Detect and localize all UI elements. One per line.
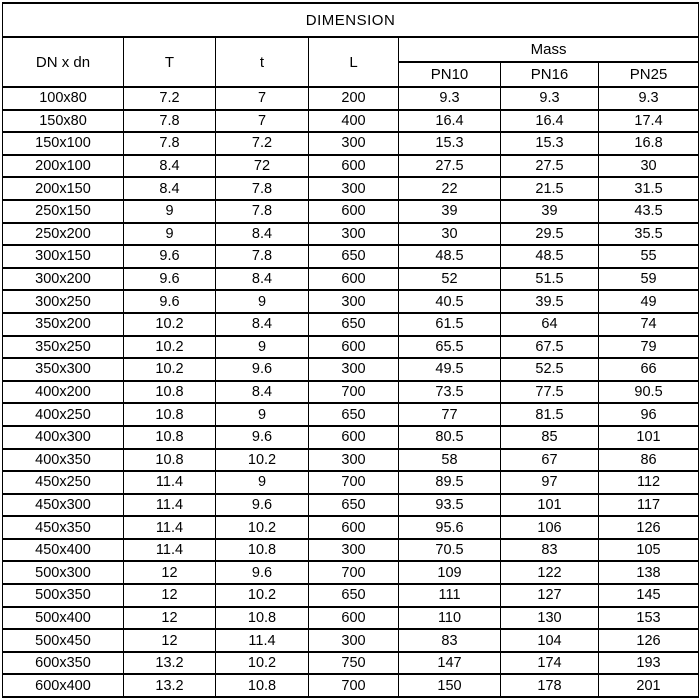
cell-t-upper: 12 — [124, 629, 216, 652]
cell-t-upper: 9.6 — [124, 268, 216, 291]
cell-dnxdn: 350x200 — [3, 313, 124, 336]
cell-pn16: 174 — [501, 652, 599, 675]
cell-pn16: 27.5 — [501, 155, 599, 178]
cell-t-upper: 12 — [124, 561, 216, 584]
cell-t-upper: 10.2 — [124, 313, 216, 336]
table-row — [3, 177, 699, 200]
cell-pn25: 138 — [599, 561, 699, 584]
cell-pn16: 130 — [501, 607, 599, 630]
cell-t-lower: 7 — [216, 87, 309, 110]
cell-pn25: 74 — [599, 313, 699, 336]
cell-t-upper: 12 — [124, 584, 216, 607]
table-row — [3, 471, 699, 494]
cell-l: 650 — [309, 584, 399, 607]
table-row — [3, 403, 699, 426]
cell-l: 300 — [309, 449, 399, 472]
cell-l: 600 — [309, 336, 399, 359]
cell-pn25: 117 — [599, 494, 699, 517]
cell-l: 300 — [309, 539, 399, 562]
cell-pn16: 16.4 — [501, 110, 599, 133]
cell-t-lower: 7.8 — [216, 177, 309, 200]
cell-pn16: 122 — [501, 561, 599, 584]
cell-l: 650 — [309, 313, 399, 336]
cell-t-lower: 10.8 — [216, 674, 309, 697]
cell-t-upper: 13.2 — [124, 674, 216, 697]
cell-t-lower: 8.4 — [216, 313, 309, 336]
cell-l: 600 — [309, 426, 399, 449]
table-row — [3, 358, 699, 381]
cell-t-upper: 11.4 — [124, 494, 216, 517]
cell-pn16: 39.5 — [501, 290, 599, 313]
table-row — [3, 516, 699, 539]
cell-pn25: 49 — [599, 290, 699, 313]
table-row — [3, 110, 699, 133]
cell-t-lower: 7.8 — [216, 200, 309, 223]
cell-dnxdn: 450x300 — [3, 494, 124, 517]
cell-pn25: 16.8 — [599, 132, 699, 155]
table-title: DIMENSION — [3, 3, 699, 37]
column-header-L: L — [309, 37, 399, 87]
cell-l: 200 — [309, 87, 399, 110]
table-head — [3, 3, 699, 87]
cell-t-upper: 10.8 — [124, 381, 216, 404]
column-header-dnxdn: DN x dn — [3, 37, 124, 87]
cell-pn25: 9.3 — [599, 87, 699, 110]
cell-t-upper: 10.2 — [124, 336, 216, 359]
cell-pn25: 126 — [599, 629, 699, 652]
cell-t-lower: 10.2 — [216, 516, 309, 539]
cell-t-lower: 8.4 — [216, 223, 309, 246]
cell-pn16: 29.5 — [501, 223, 599, 246]
column-header-pn25: PN25 — [599, 62, 699, 87]
cell-t-lower: 8.4 — [216, 268, 309, 291]
cell-t-upper: 11.4 — [124, 539, 216, 562]
cell-pn25: 35.5 — [599, 223, 699, 246]
cell-pn10: 49.5 — [399, 358, 501, 381]
cell-dnxdn: 400x250 — [3, 403, 124, 426]
cell-pn16: 67.5 — [501, 336, 599, 359]
cell-pn16: 52.5 — [501, 358, 599, 381]
cell-pn16: 21.5 — [501, 177, 599, 200]
cell-t-upper: 10.8 — [124, 426, 216, 449]
cell-pn25: 31.5 — [599, 177, 699, 200]
cell-t-lower: 10.8 — [216, 607, 309, 630]
cell-dnxdn: 300x150 — [3, 245, 124, 268]
cell-t-lower: 9 — [216, 403, 309, 426]
cell-t-upper: 10.2 — [124, 358, 216, 381]
cell-l: 700 — [309, 381, 399, 404]
table-row — [3, 584, 699, 607]
cell-t-upper: 10.8 — [124, 403, 216, 426]
cell-dnxdn: 400x300 — [3, 426, 124, 449]
table-row — [3, 629, 699, 652]
cell-pn16: 77.5 — [501, 381, 599, 404]
cell-pn25: 201 — [599, 674, 699, 697]
cell-pn10: 30 — [399, 223, 501, 246]
cell-pn16: 51.5 — [501, 268, 599, 291]
cell-dnxdn: 150x80 — [3, 110, 124, 133]
cell-dnxdn: 350x250 — [3, 336, 124, 359]
cell-pn25: 79 — [599, 336, 699, 359]
cell-t-lower: 7 — [216, 110, 309, 133]
cell-dnxdn: 450x250 — [3, 471, 124, 494]
cell-t-lower: 10.8 — [216, 539, 309, 562]
cell-l: 400 — [309, 110, 399, 133]
cell-t-lower: 9.6 — [216, 358, 309, 381]
cell-pn25: 153 — [599, 607, 699, 630]
cell-l: 600 — [309, 155, 399, 178]
cell-dnxdn: 500x350 — [3, 584, 124, 607]
cell-t-upper: 10.8 — [124, 449, 216, 472]
cell-pn16: 101 — [501, 494, 599, 517]
cell-pn16: 83 — [501, 539, 599, 562]
cell-pn10: 111 — [399, 584, 501, 607]
cell-pn16: 15.3 — [501, 132, 599, 155]
cell-pn16: 9.3 — [501, 87, 599, 110]
cell-pn10: 70.5 — [399, 539, 501, 562]
table-row — [3, 290, 699, 313]
column-header-pn16: PN16 — [501, 62, 599, 87]
cell-l: 300 — [309, 177, 399, 200]
cell-pn16: 85 — [501, 426, 599, 449]
cell-l: 700 — [309, 471, 399, 494]
cell-l: 700 — [309, 674, 399, 697]
cell-t-upper: 7.8 — [124, 132, 216, 155]
table-row — [3, 449, 699, 472]
cell-pn10: 77 — [399, 403, 501, 426]
cell-pn25: 105 — [599, 539, 699, 562]
table-row — [3, 155, 699, 178]
cell-pn10: 15.3 — [399, 132, 501, 155]
cell-t-lower: 7.2 — [216, 132, 309, 155]
cell-pn10: 80.5 — [399, 426, 501, 449]
cell-t-upper: 7.8 — [124, 110, 216, 133]
cell-t-upper: 12 — [124, 607, 216, 630]
cell-pn16: 67 — [501, 449, 599, 472]
cell-pn10: 147 — [399, 652, 501, 675]
table-row — [3, 426, 699, 449]
cell-l: 650 — [309, 403, 399, 426]
cell-t-lower: 10.2 — [216, 652, 309, 675]
table-row — [3, 336, 699, 359]
cell-dnxdn: 450x400 — [3, 539, 124, 562]
cell-t-lower: 7.8 — [216, 245, 309, 268]
cell-pn10: 150 — [399, 674, 501, 697]
cell-l: 600 — [309, 516, 399, 539]
cell-pn25: 30 — [599, 155, 699, 178]
cell-t-lower: 9 — [216, 336, 309, 359]
table-row — [3, 132, 699, 155]
table-row — [3, 674, 699, 697]
cell-l: 300 — [309, 223, 399, 246]
table-row — [3, 223, 699, 246]
cell-t-upper: 8.4 — [124, 177, 216, 200]
table-body — [3, 87, 699, 697]
cell-l: 300 — [309, 358, 399, 381]
cell-pn25: 90.5 — [599, 381, 699, 404]
table-row — [3, 87, 699, 110]
cell-pn10: 58 — [399, 449, 501, 472]
table-row — [3, 494, 699, 517]
cell-dnxdn: 400x350 — [3, 449, 124, 472]
cell-pn10: 83 — [399, 629, 501, 652]
cell-pn25: 193 — [599, 652, 699, 675]
cell-l: 750 — [309, 652, 399, 675]
cell-pn10: 16.4 — [399, 110, 501, 133]
cell-pn16: 104 — [501, 629, 599, 652]
cell-t-upper: 11.4 — [124, 516, 216, 539]
cell-l: 300 — [309, 290, 399, 313]
header-row-top — [3, 37, 699, 62]
cell-pn10: 61.5 — [399, 313, 501, 336]
cell-t-upper: 9.6 — [124, 245, 216, 268]
cell-l: 300 — [309, 132, 399, 155]
cell-t-lower: 9.6 — [216, 494, 309, 517]
table-row — [3, 268, 699, 291]
cell-pn10: 52 — [399, 268, 501, 291]
cell-pn16: 106 — [501, 516, 599, 539]
cell-t-upper: 13.2 — [124, 652, 216, 675]
cell-pn10: 109 — [399, 561, 501, 584]
title-row — [3, 3, 699, 37]
cell-dnxdn: 200x100 — [3, 155, 124, 178]
cell-t-upper: 9 — [124, 200, 216, 223]
cell-pn16: 97 — [501, 471, 599, 494]
cell-pn25: 101 — [599, 426, 699, 449]
table-row — [3, 200, 699, 223]
table-row — [3, 652, 699, 675]
cell-pn16: 48.5 — [501, 245, 599, 268]
cell-t-lower: 10.2 — [216, 584, 309, 607]
cell-pn10: 65.5 — [399, 336, 501, 359]
cell-dnxdn: 300x200 — [3, 268, 124, 291]
cell-dnxdn: 600x400 — [3, 674, 124, 697]
cell-pn25: 17.4 — [599, 110, 699, 133]
cell-dnxdn: 500x400 — [3, 607, 124, 630]
cell-dnxdn: 600x350 — [3, 652, 124, 675]
cell-pn25: 66 — [599, 358, 699, 381]
cell-pn16: 64 — [501, 313, 599, 336]
table-row — [3, 381, 699, 404]
cell-dnxdn: 250x150 — [3, 200, 124, 223]
cell-pn10: 95.6 — [399, 516, 501, 539]
cell-pn16: 178 — [501, 674, 599, 697]
cell-pn10: 40.5 — [399, 290, 501, 313]
cell-t-upper: 9 — [124, 223, 216, 246]
cell-l: 650 — [309, 494, 399, 517]
cell-l: 600 — [309, 200, 399, 223]
cell-t-lower: 10.2 — [216, 449, 309, 472]
cell-dnxdn: 200x150 — [3, 177, 124, 200]
cell-pn16: 39 — [501, 200, 599, 223]
cell-t-lower: 72 — [216, 155, 309, 178]
cell-l: 600 — [309, 268, 399, 291]
cell-dnxdn: 250x200 — [3, 223, 124, 246]
table-row — [3, 561, 699, 584]
cell-t-upper: 8.4 — [124, 155, 216, 178]
cell-dnxdn: 400x200 — [3, 381, 124, 404]
cell-l: 300 — [309, 629, 399, 652]
column-header-mass: Mass — [399, 37, 699, 62]
cell-l: 600 — [309, 607, 399, 630]
table-row — [3, 607, 699, 630]
cell-pn25: 43.5 — [599, 200, 699, 223]
cell-pn10: 39 — [399, 200, 501, 223]
column-header-pn10: PN10 — [399, 62, 501, 87]
cell-dnxdn: 100x80 — [3, 87, 124, 110]
column-header-t: t — [216, 37, 309, 87]
cell-dnxdn: 300x250 — [3, 290, 124, 313]
cell-pn25: 96 — [599, 403, 699, 426]
cell-pn10: 9.3 — [399, 87, 501, 110]
cell-pn10: 110 — [399, 607, 501, 630]
cell-pn10: 93.5 — [399, 494, 501, 517]
cell-pn10: 22 — [399, 177, 501, 200]
cell-t-upper: 11.4 — [124, 471, 216, 494]
dimension-table — [2, 2, 699, 698]
cell-l: 700 — [309, 561, 399, 584]
cell-dnxdn: 500x300 — [3, 561, 124, 584]
cell-pn25: 86 — [599, 449, 699, 472]
cell-dnxdn: 500x450 — [3, 629, 124, 652]
cell-t-upper: 7.2 — [124, 87, 216, 110]
cell-pn25: 59 — [599, 268, 699, 291]
cell-t-lower: 9 — [216, 290, 309, 313]
cell-pn25: 145 — [599, 584, 699, 607]
cell-pn16: 81.5 — [501, 403, 599, 426]
table-row — [3, 539, 699, 562]
cell-pn10: 89.5 — [399, 471, 501, 494]
cell-dnxdn: 450x350 — [3, 516, 124, 539]
cell-t-lower: 9 — [216, 471, 309, 494]
cell-t-lower: 9.6 — [216, 561, 309, 584]
cell-pn16: 127 — [501, 584, 599, 607]
column-header-T: T — [124, 37, 216, 87]
cell-t-lower: 8.4 — [216, 381, 309, 404]
cell-t-lower: 11.4 — [216, 629, 309, 652]
cell-t-lower: 9.6 — [216, 426, 309, 449]
cell-pn10: 27.5 — [399, 155, 501, 178]
cell-pn25: 112 — [599, 471, 699, 494]
table-row — [3, 313, 699, 336]
cell-dnxdn: 350x300 — [3, 358, 124, 381]
cell-pn25: 55 — [599, 245, 699, 268]
cell-pn10: 48.5 — [399, 245, 501, 268]
cell-dnxdn: 150x100 — [3, 132, 124, 155]
cell-pn25: 126 — [599, 516, 699, 539]
cell-t-upper: 9.6 — [124, 290, 216, 313]
cell-l: 650 — [309, 245, 399, 268]
table-row — [3, 245, 699, 268]
cell-pn10: 73.5 — [399, 381, 501, 404]
